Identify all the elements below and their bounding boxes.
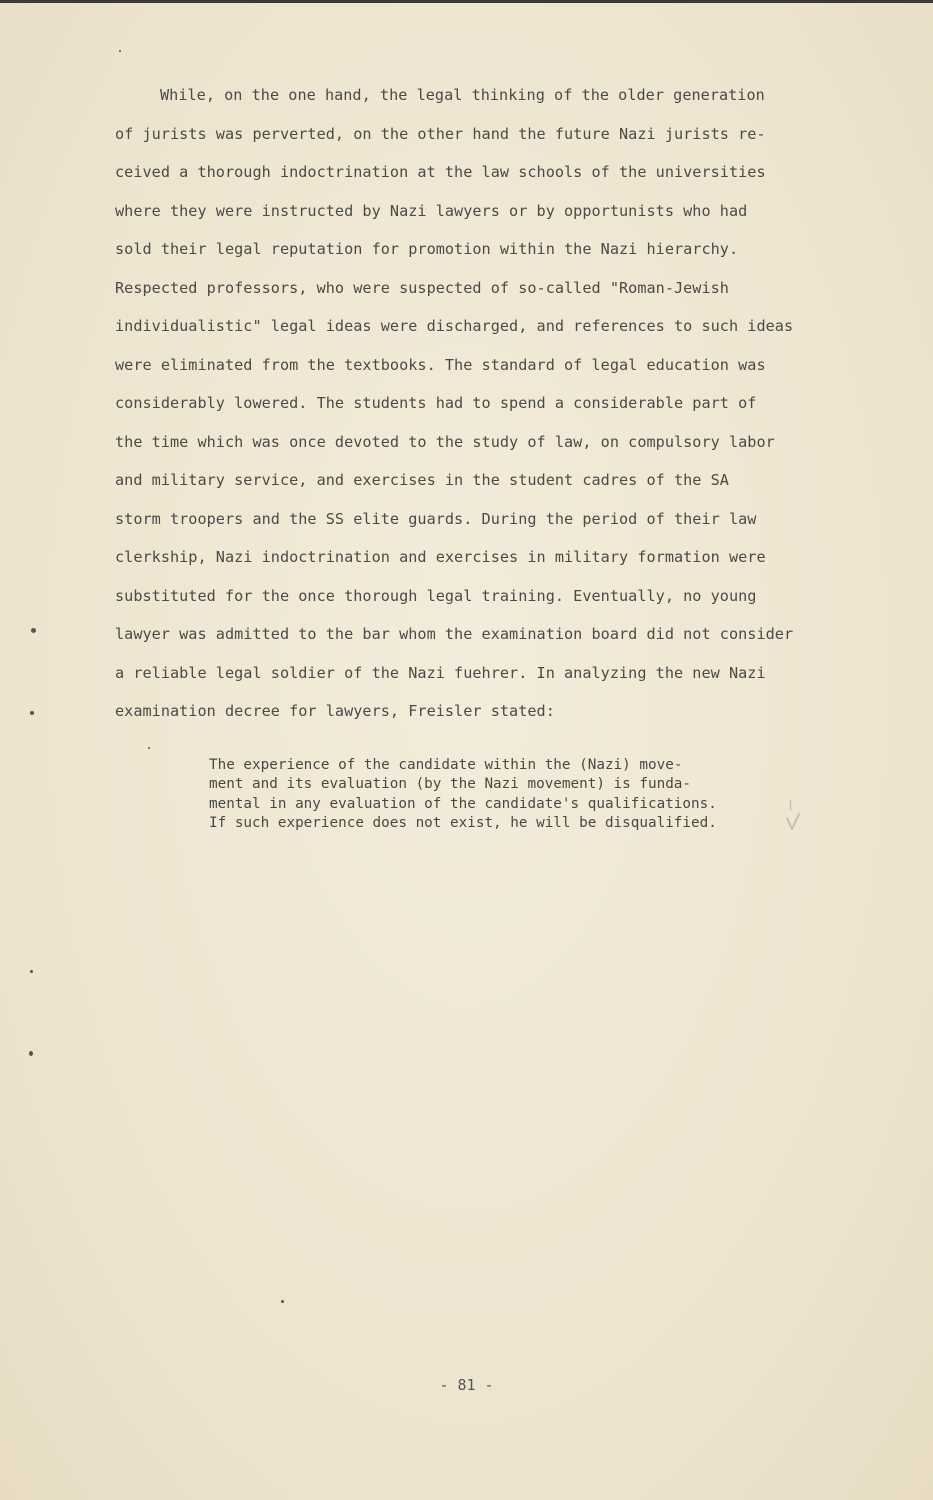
quote-line: mental in any evaluation of the candidate's qualifications. [209,795,717,812]
margin-speck [30,970,33,973]
paragraph-line: where they were instructed by Nazi lawyers or by opportunists who had [115,201,748,220]
paragraph-line: substituted for the once thorough legal training. Eventually, no young [115,586,757,605]
body-paragraph [115,80,830,735]
paragraph-line: Respected professors, who were suspected of so-called "Roman-Jewish [115,278,729,297]
margin-speck [31,628,36,633]
paragraph-line: a reliable legal soldier of the Nazi fuehrer. In analyzing the new Nazi [115,663,766,682]
paragraph-line: considerably lowered. The students had to spend a considerable part of [115,394,757,412]
quote-line: ment and its evaluation (by the Nazi movement) is funda- [209,776,692,793]
paragraph-line: and military service, and exercises in the student cadres of the SA [115,471,729,489]
pencil-tick-icon [789,800,792,810]
paragraph-line: lawyer was admitted to the bar whom the examination board did not consider [115,625,794,643]
margin-speck [29,1051,33,1056]
paragraph-line: of jurists was perverted, on the other hand the future Nazi jurists re- [115,124,766,143]
quote-line: The experience of the candidate within the (Nazi) move- [209,757,683,773]
page-top-edge [0,0,933,3]
paragraph-line: storm troopers and the SS elite guards. During the period of their law [115,509,757,528]
paragraph-line: ceived a thorough indoctrination at the law schools of the universities [115,163,766,181]
paragraph-line: examination decree for lawyers, Freisler stated: [115,702,555,720]
margin-speck [119,50,121,52]
page-number: - 81 - [439,1376,494,1394]
margin-speck [148,747,150,749]
paragraph-line: clerkship, Nazi indoctrination and exercises in military formation were [115,548,766,566]
block-quote [209,756,809,833]
margin-speck [30,711,34,715]
paragraph-line: individualistic" legal ideas were discharged, and references to such ideas [115,317,794,335]
quote-line: If such experience does not exist, he will be disqualified. [209,814,717,831]
checkmark-icon [785,812,801,832]
paragraph-line: the time which was once devoted to the study of law, on compulsory labor [115,432,775,451]
paragraph-line: While, on the one hand, the legal thinking of the older generation [160,86,765,104]
paragraph-line: sold their legal reputation for promotion within the Nazi hierarchy. [115,240,739,258]
margin-speck [281,1300,284,1303]
paragraph-line: were eliminated from the textbooks. The standard of legal education was [115,355,766,374]
